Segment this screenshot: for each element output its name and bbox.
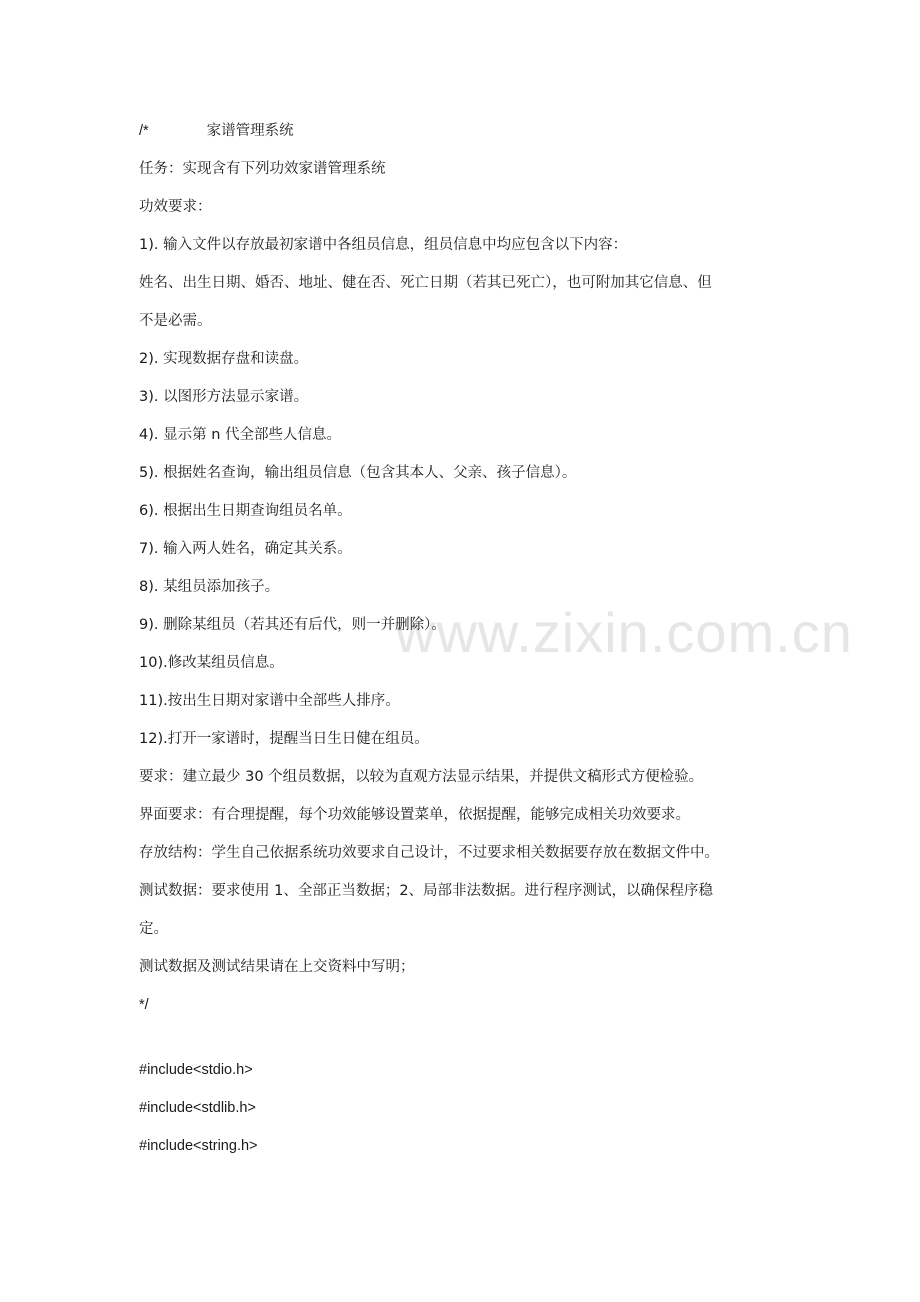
text-line: 12).打开一家谱时，提醒当日生日健在组员。 xyxy=(139,731,429,747)
comment-open: /* xyxy=(139,123,149,139)
text-line: 功效要求： xyxy=(139,199,212,215)
text-line: 11).按出生日期对家谱中全部些人排序。 xyxy=(139,693,400,709)
include-stdio: #include<stdio.h> xyxy=(139,1062,253,1078)
document-title: 家谱管理系统 xyxy=(206,123,294,139)
text-line: 测试数据：要求使用 1、全部正当数据；2、局部非法数据。进行程序测试，以确保程序稳 xyxy=(139,883,714,899)
text-line: 1). 输入文件以存放最初家谱中各组员信息，组员信息中均应包含以下内容： xyxy=(139,237,628,253)
include-stdlib: #include<stdlib.h> xyxy=(139,1100,256,1116)
include-string: #include<string.h> xyxy=(139,1138,258,1154)
text-line: 定。 xyxy=(139,921,168,937)
comment-header-line xyxy=(139,121,294,141)
text-line: 3). 以图形方法显示家谱。 xyxy=(139,389,309,405)
text-line: 9). 删除某组员（若其还有后代，则一并删除）。 xyxy=(139,617,446,633)
text-line: 10).修改某组员信息。 xyxy=(139,655,284,671)
text-line: 4). 显示第 n 代全部些人信息。 xyxy=(139,427,342,443)
text-line: 姓名、出生日期、婚否、地址、健在否、死亡日期（若其已死亡），也可附加其它信息、但 xyxy=(139,275,712,291)
text-line: 要求：建立最少 30 个组员数据，以较为直观方法显示结果，并提供文稿形式方便检验。 xyxy=(139,769,704,785)
text-line: 测试数据及测试结果请在上交资料中写明； xyxy=(139,959,415,975)
text-line: 8). 某组员添加孩子。 xyxy=(139,579,280,595)
text-line: 不是必需。 xyxy=(139,313,212,329)
text-line: 6). 根据出生日期查询组员名单。 xyxy=(139,503,352,519)
text-line: 2). 实现数据存盘和读盘。 xyxy=(139,351,309,367)
text-line: 7). 输入两人姓名，确定其关系。 xyxy=(139,541,352,557)
comment-close: */ xyxy=(139,997,149,1013)
text-line: 任务：实现含有下列功效家谱管理系统 xyxy=(139,161,386,177)
text-line: 界面要求：有合理提醒，每个功效能够设置菜单，依据提醒，能够完成相关功效要求。 xyxy=(139,807,690,823)
text-line: 存放结构：学生自己依据系统功效要求自己设计，不过要求相关数据要存放在数据文件中。 xyxy=(139,845,719,861)
watermark-text: www.zixin.com.cn xyxy=(395,601,853,664)
text-line: 5). 根据姓名查询，输出组员信息（包含其本人、父亲、孩子信息）。 xyxy=(139,465,577,481)
